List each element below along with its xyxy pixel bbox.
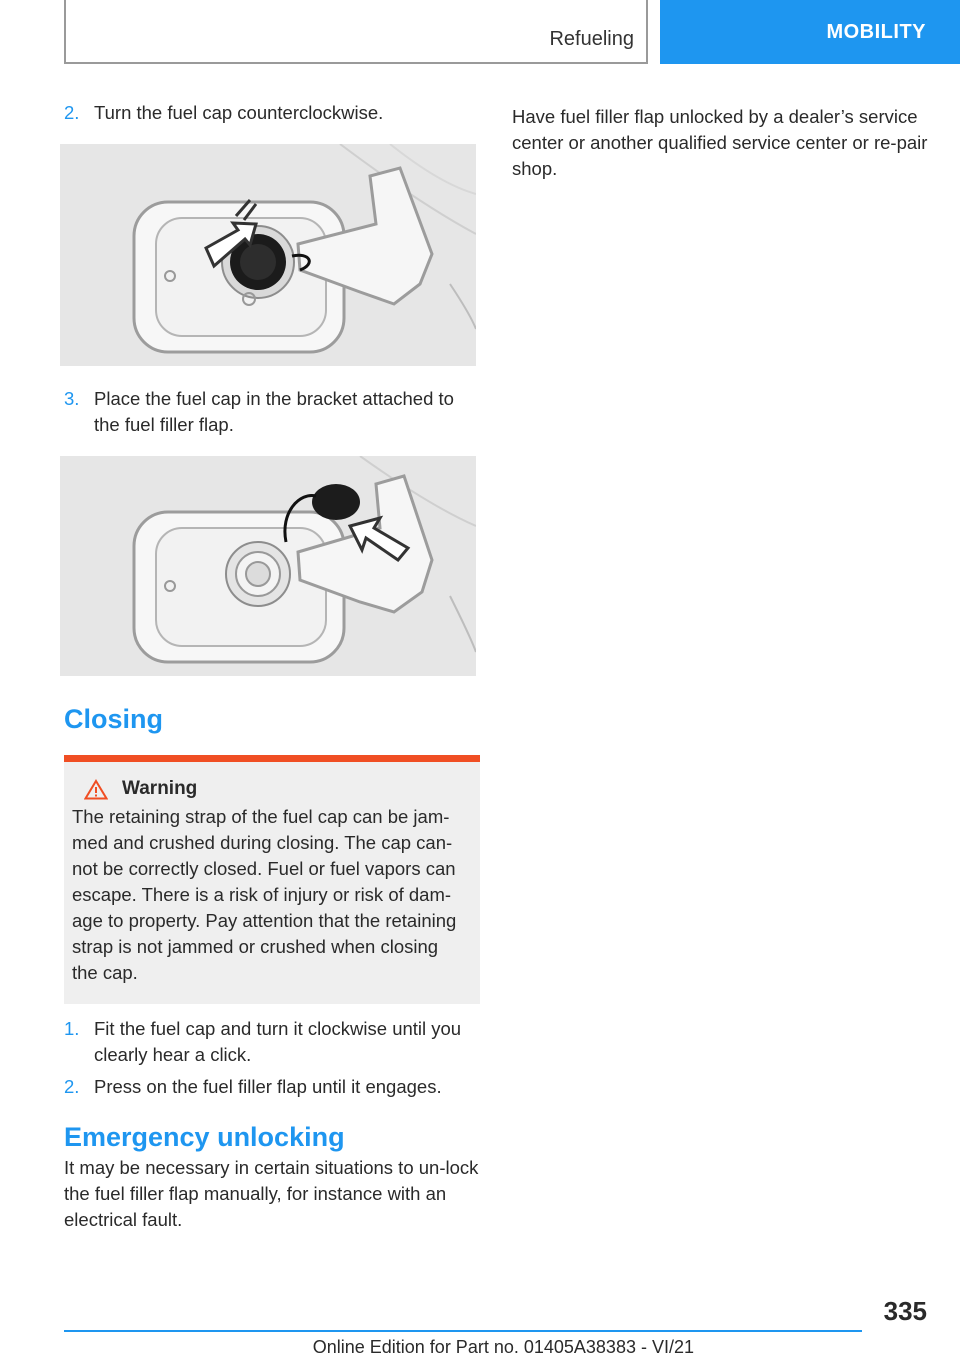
step-number: 2. — [64, 102, 80, 123]
warning-header — [72, 778, 468, 800]
fuel-cap-turn-illustration — [60, 144, 476, 366]
step-press-flap — [64, 1074, 480, 1100]
header-chapter-tab[interactable]: MOBILITY — [660, 0, 960, 64]
step-turn-cap — [64, 100, 480, 126]
step-number: 2. — [64, 1076, 80, 1097]
warning-triangle-icon — [84, 779, 108, 800]
page-number: 335 — [883, 1296, 927, 1326]
header-section-title: Refueling — [549, 28, 634, 50]
warning-box — [64, 755, 480, 1004]
left-column — [64, 100, 480, 1233]
step-place-cap — [64, 386, 480, 438]
step-text: Press on the fuel filler flap until it engages. — [94, 1076, 442, 1097]
fuel-cap-bracket-illustration — [60, 456, 476, 676]
edition-footer: Online Edition for Part no. 01405A38383 - VI/21 — [312, 1337, 694, 1357]
right-column — [512, 104, 932, 182]
step-text: Place the fuel cap in the bracket attached to the fuel filler flap. — [94, 388, 454, 435]
closing-heading: Closing — [64, 704, 163, 734]
step-text: Turn the fuel cap counterclockwise. — [94, 102, 384, 123]
footer-divider — [64, 1330, 862, 1332]
step-text: Fit the fuel cap and turn it clockwise until you clearly hear a click. — [94, 1018, 462, 1065]
dealer-unlock-text: Have fuel filler flap unlocked by a dealer’s service center or another qualified service center or re-pair shop. — [512, 106, 928, 179]
step-fit-cap — [64, 1016, 480, 1068]
step-number: 1. — [64, 1018, 80, 1039]
emergency-text: It may be necessary in certain situations to un-lock the fuel filler flap manually, for instance with an electrical fault. — [64, 1157, 479, 1230]
warning-label: Warning — [122, 778, 198, 799]
step-number: 3. — [64, 388, 80, 409]
emergency-heading: Emergency unlocking — [64, 1122, 345, 1152]
warning-text: The retaining strap of the fuel cap can be jam-med and crushed during closing. The cap can-not be correctly closed. Fuel or fuel vapors can escape. There is a risk of injury or risk of dam-age to property. Pay attention that the retaining strap is not jammed or crushed when closing the cap. — [72, 806, 457, 983]
